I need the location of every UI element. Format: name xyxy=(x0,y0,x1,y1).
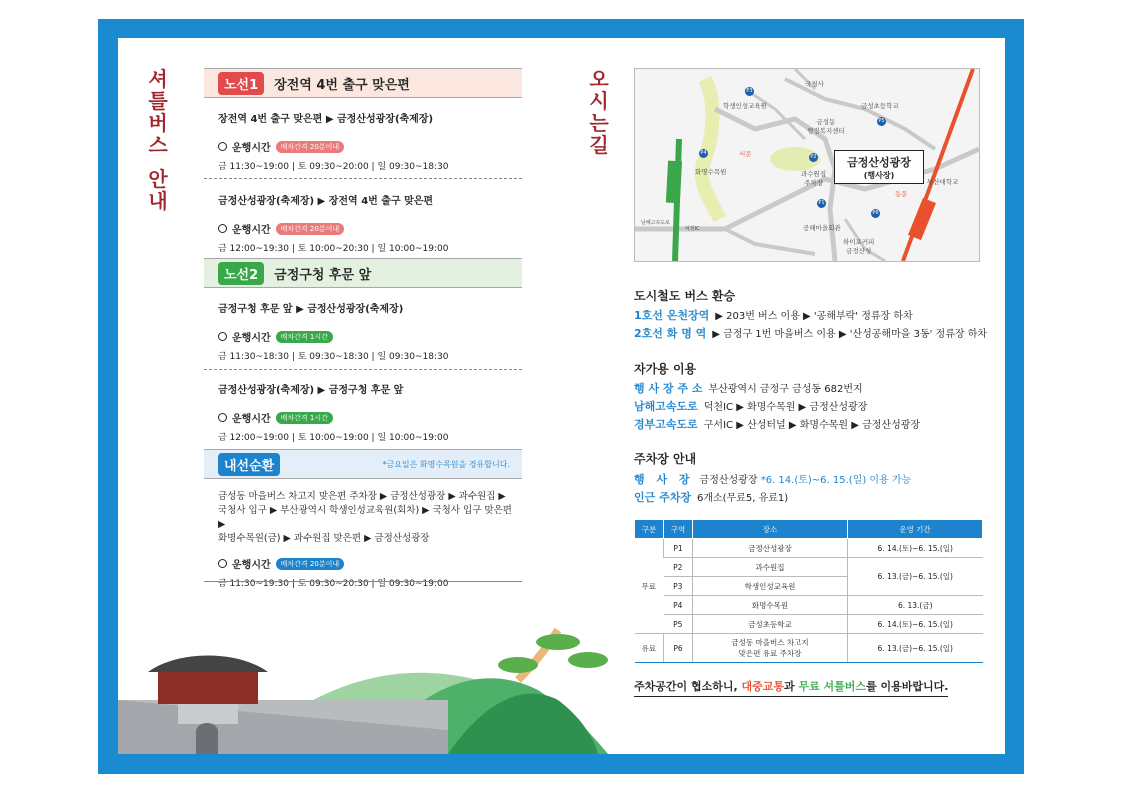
place-line: 맞은편 유료 주차장 xyxy=(738,649,802,658)
shuttle-guide-title xyxy=(147,68,169,212)
interval-badge: 배차간격 20분이내 xyxy=(276,223,344,235)
route2-name: 금정구청 후문 앞 xyxy=(274,267,372,283)
loop-route-tag: 내선순환 xyxy=(218,453,280,476)
transit-row xyxy=(634,307,913,323)
divider xyxy=(204,369,522,370)
place-line: 금성동 마을버스 차고지 xyxy=(731,638,809,647)
loop-line: 금성동 마을버스 차고지 맞은편 주차장 ▶ 금정산성광장 ▶ 과수원집 ▶ xyxy=(218,491,506,502)
period-cell: 6. 13.(금)~6. 15.(일) xyxy=(848,634,983,663)
row-key: 행 사 장 xyxy=(634,473,694,486)
table-header: 운영 기간 xyxy=(848,520,983,539)
title-char: 시 xyxy=(589,89,609,113)
map-roads xyxy=(635,69,979,261)
interval-badge: 배차간격 1시간 xyxy=(276,412,333,424)
row-value: 구서IC ▶ 산성터널 ▶ 화명수목원 ▶ 금정산성광장 xyxy=(703,420,921,431)
loop-route-header xyxy=(204,449,522,479)
row-value: 6개소(무료5, 유료1) xyxy=(696,493,789,504)
route-path: 금정산성광장(축제장) ▶ 금정구청 후문 앞 xyxy=(218,385,404,396)
place-cell xyxy=(693,634,848,663)
free-label: 무료 xyxy=(635,539,664,634)
clock-icon xyxy=(218,224,227,233)
row-key: 경부고속도로 xyxy=(634,418,698,431)
car-row xyxy=(634,398,867,414)
route2-block-a xyxy=(218,300,518,362)
map-label: 공해마을회관 xyxy=(803,224,841,232)
transit-title: 도시철도 버스 환승 xyxy=(634,289,736,303)
clock-icon xyxy=(218,332,227,341)
parking-pin-p1: P1 xyxy=(818,200,825,206)
row-key: 행 사 장 주 소 xyxy=(634,382,703,395)
car-row xyxy=(634,416,920,432)
map-label: 서문 xyxy=(739,150,752,158)
directions-title xyxy=(588,68,610,156)
place-cell: 금정산성광장 xyxy=(693,539,848,558)
venue-sub: (행사장) xyxy=(863,171,895,180)
route1-name: 장전역 4번 출구 맞은편 xyxy=(274,77,410,93)
map-label: 화명수목원 xyxy=(695,168,727,176)
divider xyxy=(204,581,522,582)
loop-line: 국청사 입구 ▶ 부산광역시 학생인성교육원(회차) ▶ 국청사 입구 맞은편 ▶ xyxy=(218,505,512,530)
place-cell: 학생인성교육원 xyxy=(693,577,848,596)
route-path: 금정구청 후문 앞 ▶ 금정산성광장(축제장) xyxy=(218,304,404,315)
clock-icon xyxy=(218,413,227,422)
clock-icon xyxy=(218,559,227,568)
row-value: 덕천IC ▶ 화명수목원 ▶ 금정산성광장 xyxy=(703,402,868,413)
route-times: 금 11:30~19:00 | 토 09:30~20:00 | 일 09:30~18:30 xyxy=(218,162,449,172)
route-times: 금 11:30~18:30 | 토 09:30~18:30 | 일 09:30~18:30 xyxy=(218,352,449,362)
map-label: 금성초등학교 xyxy=(861,102,899,110)
period-cell: 6. 13.(금) xyxy=(848,596,983,615)
venue-callout xyxy=(834,150,924,184)
table-row xyxy=(635,539,983,558)
place-cell: 금성초등학교 xyxy=(693,615,848,634)
row-key: 1호선 온천장역 xyxy=(634,309,710,322)
place-cell: 화명수목원 xyxy=(693,596,848,615)
loop-route-note: *금요일은 화명수목원을 경유합니다. xyxy=(382,459,510,469)
route1-block-b xyxy=(218,192,518,254)
map-label: 덕천IC xyxy=(685,226,700,232)
location-map xyxy=(634,68,980,262)
parking-pin-p4: P4 xyxy=(700,150,707,156)
title-char: 오 xyxy=(589,67,609,91)
route2-block-b xyxy=(218,381,518,443)
parking-title: 주차장 안내 xyxy=(634,452,697,466)
period-cell: 6. 14.(토)~6. 15.(일) xyxy=(848,615,983,634)
parking-row xyxy=(634,471,911,487)
table-row xyxy=(635,615,983,634)
row-value: ▶ 203번 버스 이용 ▶ '공해부락' 정류장 하차 xyxy=(715,311,913,322)
title-char: 틀 xyxy=(148,89,168,113)
row-value: 부산광역시 금정구 금성동 682번지 xyxy=(708,384,863,395)
footer-highlight-shuttle: 무료 셔틀버스 xyxy=(798,680,867,693)
table-header-row xyxy=(635,520,983,539)
transit-row xyxy=(634,325,987,341)
row-value: 금정산성광장 xyxy=(699,475,758,486)
loop-line: 화명수목원(금) ▶ 과수원집 맞은편 ▶ 금정산성광장 xyxy=(218,533,430,544)
row-key: 2호선 화 명 역 xyxy=(634,327,707,340)
zone-cell: P3 xyxy=(664,577,693,596)
route-path: 금정산성광장(축제장) ▶ 장전역 4번 출구 맞은편 xyxy=(218,196,434,207)
table-header: 구분 xyxy=(635,520,664,539)
zone-cell: P6 xyxy=(664,634,693,663)
map-label: 학생인성교육원 xyxy=(723,102,767,110)
map-label: 국청사 xyxy=(805,80,824,88)
route-times: 금 12:00~19:30 | 토 10:00~20:30 | 일 10:00~19:00 xyxy=(218,244,449,254)
footer-text: 과 xyxy=(784,680,799,693)
title-char: 길 xyxy=(589,133,609,157)
route1-block-a xyxy=(218,110,518,172)
map-label: 남해고속도로 xyxy=(641,220,670,226)
table-row xyxy=(635,558,983,577)
route1-tag: 노선1 xyxy=(218,72,264,95)
interval-badge: 배차간격 1시간 xyxy=(276,331,333,343)
table-row xyxy=(635,596,983,615)
footer-text: 를 이용바랍니다. xyxy=(866,680,949,693)
title-char: 버 xyxy=(148,111,168,135)
map-label: 금성동 행정복지센터 xyxy=(807,118,845,135)
route-times: 금 12:00~19:00 | 토 10:00~19:00 | 일 10:00~19:00 xyxy=(218,433,449,443)
row-value: ▶ 금정구 1번 마을버스 이용 ▶ '산성공해마을 3동' 정류장 하차 xyxy=(712,329,988,340)
map-label: 동문 xyxy=(895,190,908,198)
table-row xyxy=(635,634,983,663)
title-char: 스 xyxy=(148,133,168,157)
route-path: 장전역 4번 출구 맞은편 ▶ 금정산성광장(축제장) xyxy=(218,114,434,125)
car-title: 자가용 이용 xyxy=(634,362,697,376)
zone-cell: P2 xyxy=(664,558,693,577)
footer-note xyxy=(634,678,948,697)
route2-tag: 노선2 xyxy=(218,262,264,285)
fortress-mountain-illustration xyxy=(118,620,608,754)
row-key: 남해고속도로 xyxy=(634,400,698,413)
divider xyxy=(204,178,522,179)
op-label: 운행시간 xyxy=(232,560,271,571)
route1-header xyxy=(204,68,522,98)
route2-header xyxy=(204,258,522,288)
parking-pin-p2: P2 xyxy=(810,154,817,160)
parking-pin-p6: P6 xyxy=(872,210,879,216)
interval-badge: 배차간격 20분이내 xyxy=(276,558,344,570)
op-label: 운행시간 xyxy=(232,225,271,236)
period-cell: 6. 14.(토)~6. 15.(일) xyxy=(848,539,983,558)
parking-pin-p5: P5 xyxy=(878,118,885,124)
map-label: 하이포커피 금정산성 xyxy=(843,238,875,255)
route-times: 금 11:30~19:30 | 토 09:30~20:30 | 일 09:30~19:00 xyxy=(218,579,449,589)
title-char: 는 xyxy=(589,111,609,135)
parking-table xyxy=(634,519,983,663)
map-label: 부산대학교 xyxy=(927,178,959,186)
op-label: 운행시간 xyxy=(232,333,271,344)
zone-cell: P1 xyxy=(664,539,693,558)
venue-name: 금정산성광장 xyxy=(847,156,911,169)
loop-route-block xyxy=(218,490,518,589)
parking-row xyxy=(634,489,788,505)
title-char: 내 xyxy=(148,189,168,213)
zone-cell: P5 xyxy=(664,615,693,634)
paid-label: 유료 xyxy=(635,634,664,663)
footer-highlight-transit: 대중교통 xyxy=(741,680,784,693)
op-label: 운행시간 xyxy=(232,414,271,425)
table-header: 장소 xyxy=(693,520,848,539)
period-cell: 6. 13.(금)~6. 15.(일) xyxy=(848,558,983,596)
row-highlight: *6. 14.(토)~6. 15.(일) 이용 가능 xyxy=(760,475,912,486)
table-header: 구역 xyxy=(664,520,693,539)
title-char: 안 xyxy=(148,167,168,191)
clock-icon xyxy=(218,142,227,151)
car-row xyxy=(634,380,863,396)
interval-badge: 배차간격 20분이내 xyxy=(276,141,344,153)
row-key: 인근 주차장 xyxy=(634,491,691,504)
footer-text: 주차공간이 협소하니, xyxy=(634,680,742,693)
parking-pin-p3: P3 xyxy=(746,88,753,94)
map-label: 과수원집 주차장 xyxy=(801,170,827,187)
title-char: 셔 xyxy=(148,67,168,91)
op-label: 운행시간 xyxy=(232,143,271,154)
place-cell: 과수원집 xyxy=(693,558,848,577)
zone-cell: P4 xyxy=(664,596,693,615)
